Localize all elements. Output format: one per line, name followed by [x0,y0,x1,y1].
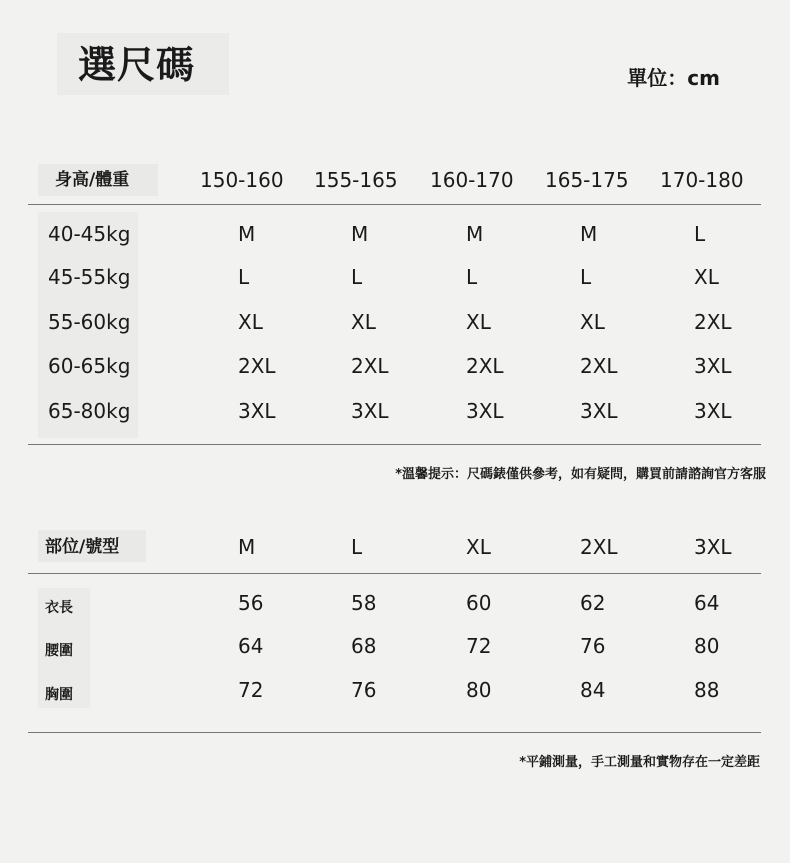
size-cell: 2XL [580,354,618,378]
size-cell: L [694,222,706,246]
measure-cell: 64 [694,591,720,615]
size-cell: XL [238,310,263,334]
table1-header-row [0,165,790,195]
size-cell: M [351,222,369,246]
size-cell: XL [580,310,605,334]
size-cell: XL [694,265,719,289]
row-label: 胸圍 [45,687,73,703]
row-label: 衣長 [45,600,73,616]
row-label: 40-45kg [48,222,131,246]
table1-header-label: 身高/體重 [55,170,130,190]
size-cell: M [580,222,598,246]
row-label: 45-55kg [48,265,131,289]
table-row [0,307,790,337]
size-cell: XL [466,310,491,334]
table2-col-header: L [351,535,363,559]
size-cell: 2XL [694,310,732,334]
size-cell: L [580,265,592,289]
measure-cell: 80 [466,678,492,702]
table-row [0,219,790,249]
size-cell: 3XL [694,399,732,423]
table2-header-divider [28,573,761,574]
table1-bottom-divider [28,444,761,445]
page-title: 選尺碼 [78,43,196,87]
table1-header-divider [28,204,761,205]
table2-header-label: 部位/號型 [45,537,120,557]
size-cell: L [238,265,250,289]
size-cell: 3XL [466,399,504,423]
table1-col-header: 150-160 [200,168,284,192]
size-cell: 3XL [694,354,732,378]
row-label: 65-80kg [48,399,131,423]
row-label: 55-60kg [48,310,131,334]
measure-cell: 72 [466,634,492,658]
measure-cell: 62 [580,591,606,615]
size-cell: 2XL [238,354,276,378]
size-cell: L [351,265,363,289]
table-row [0,351,790,381]
measure-cell: 84 [580,678,606,702]
table2-note: *平鋪測量，手工測量和實物存在一定差距 [519,755,760,770]
size-cell: M [466,222,484,246]
row-label: 腰圍 [45,643,73,659]
table2-col-header: 2XL [580,535,618,559]
size-cell: 3XL [351,399,389,423]
size-cell: 2XL [351,354,389,378]
measure-cell: 64 [238,634,264,658]
table-row [0,631,790,661]
table1-col-header: 165-175 [545,168,629,192]
size-cell: L [466,265,478,289]
table1-col-header: 155-165 [314,168,398,192]
unit-label: 單位：cm [627,66,720,90]
table1-col-header: 160-170 [430,168,514,192]
measure-cell: 76 [351,678,377,702]
table2-col-header: M [238,535,256,559]
size-cell: 3XL [238,399,276,423]
table1-col-header: 170-180 [660,168,744,192]
measure-cell: 88 [694,678,720,702]
measure-cell: 80 [694,634,720,658]
table-row [0,675,790,705]
measure-cell: 58 [351,591,377,615]
row-label: 60-65kg [48,354,131,378]
table1-note: *溫馨提示：尺碼錶僅供參考，如有疑問，購買前請諮詢官方客服 [395,467,766,482]
measure-cell: 72 [238,678,264,702]
size-cell: M [238,222,256,246]
measure-cell: 68 [351,634,377,658]
measure-cell: 60 [466,591,492,615]
table2-col-header: 3XL [694,535,732,559]
size-cell: 3XL [580,399,618,423]
measure-cell: 76 [580,634,606,658]
size-cell: 2XL [466,354,504,378]
table-row [0,588,790,618]
table2-header-row [0,532,790,562]
table-row [0,262,790,292]
size-cell: XL [351,310,376,334]
measure-cell: 56 [238,591,264,615]
table-row [0,396,790,426]
table2-col-header: XL [466,535,491,559]
table2-bottom-divider [28,732,761,733]
